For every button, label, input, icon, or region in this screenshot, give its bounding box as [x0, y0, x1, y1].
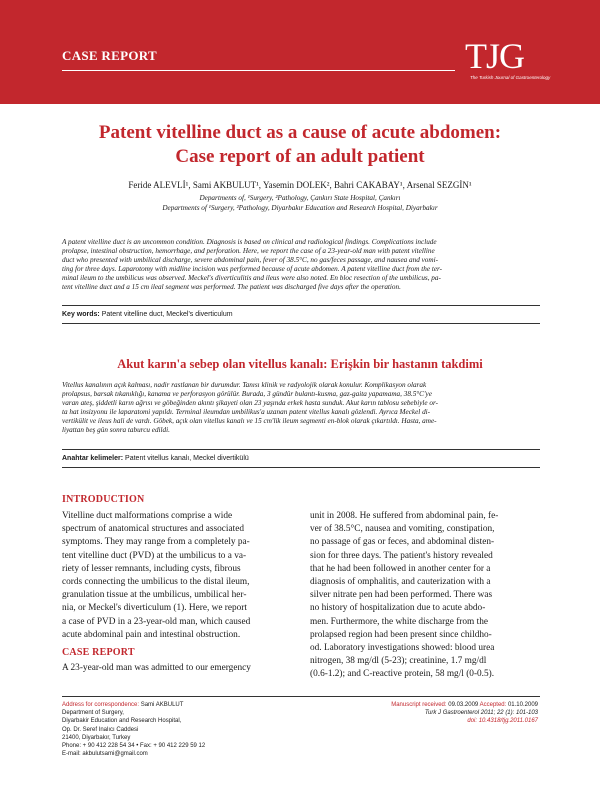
correspondence-block: [62, 701, 205, 758]
affiliation-line-1: Departments of, ¹Surgery, ²Pathology, Çankırı State Hospital, Çankırı: [199, 194, 401, 202]
received-label: Manuscript received:: [391, 702, 447, 708]
abstract-line: A patent vitelline duct is an uncommon condition. Diagnosis is based on clinical and radiological findings. Complications include: [62, 238, 437, 246]
introduction-heading: INTRODUCTION: [62, 494, 145, 505]
abstract-divider: [62, 305, 540, 306]
body-line: men. Furthermore, the white discharge from the: [310, 616, 488, 627]
footer-divider: [62, 696, 540, 697]
keywords-english: [62, 311, 540, 318]
turkish-title: Akut karın'a sebep olan vitellus kanalı: Erişkin bir hastanın takdimi: [117, 357, 483, 371]
body-line: ver of 38.5°C, nausea and vomiting, constipation,: [310, 524, 495, 535]
abstract-line: tent vitelline duct and a 15 cm ileal segment was performed. The patient was discharged five days after the operation.: [62, 283, 401, 292]
abstract-line: vertikülit ve ileus hali de vardı. Göbek, açık olan vitellus kanalı ve 15 cm'lik ileum segmenti en-blok olarak çıkartıldı. Hasta, ame-: [62, 417, 437, 426]
right-column-body: [310, 510, 538, 682]
body-line: symptoms. They may range from a completely pa-: [62, 537, 250, 548]
case-report-body: [62, 662, 290, 675]
introduction-body: [62, 510, 290, 642]
body-line: unit in 2008. He suffered from abdominal pain, fe-: [310, 511, 499, 521]
body-line: prolapsed region had been present since childho-: [310, 629, 492, 640]
keywords-label: Anahtar kelimeler:: [62, 455, 124, 462]
turkish-abstract-divider: [62, 449, 540, 450]
received-date: 09.03.2009: [448, 702, 479, 708]
address-line: Diyarbakir Education and Research Hospital,: [62, 718, 182, 725]
address-line: Op. Dr. Seref Inalıcı Caddesi: [62, 726, 139, 733]
correspondence-name: Sami AKBULUT: [140, 702, 184, 708]
abstract-line: prolapsus, barsak tıkanıklığı, kanama ve perforasyon görülür. Burada, 3 gündür bulantı-kusma, gaz-gaita yapamama, 38.5°C'ye: [62, 390, 432, 399]
header-banner: [0, 0, 600, 104]
abstract-line: varan ateş, şiddetli karın ağrısı ve göbeğinden akıntı şikayeti olan 23 yaşında erkek hasta sunduk. Akut karın tablosu sebebiyle or-: [62, 399, 439, 408]
body-line: no history of hospitalization due to acute abdo-: [310, 603, 486, 614]
abstract-turkish: [62, 381, 540, 436]
body-line: riety of lesser remnants, including cysts, fibrous: [62, 563, 241, 574]
body-line: cords connecting the umbilicus to the distal ileum,: [62, 577, 250, 588]
keywords-text: Patent vitellus kanalı, Meckel divertikülü: [125, 455, 249, 462]
abstract-line: Vitellus kanalının açık kalması, nadir rastlanan bir durumdur. Tanısı klinik ve radyolojik olarak konulur. Komplikasyon olarak: [62, 381, 427, 389]
turkish-keywords-divider: [62, 467, 540, 468]
accepted-date: 01.10.2009: [507, 702, 538, 708]
body-line: silver nitrate pen had been performed. There was: [310, 590, 493, 601]
body-line: acute abdominal pain and intestinal obstruction.: [62, 629, 241, 640]
author-list: Feride ALEVLİ¹, Sami AKBULUT¹, Yasemin DOLEK², Bahri CAKABAY¹, Arsenal SEZGİN¹: [128, 180, 472, 190]
address-line: 21400, Diyarbakır, Turkey: [62, 734, 131, 741]
affiliation-line-2: Departments of ¹Surgery, ²Pathology, Diyarbakır Education and Research Hospital, Diyarbakır: [162, 204, 438, 212]
article-title-line-2: Case report of an adult patient: [175, 146, 425, 167]
body-line: spectrum of anatomical structures and associated: [62, 524, 244, 535]
body-line: nitrogen, 38 mg/dl (5-23); creatinine, 1.7 mg/dl: [310, 656, 487, 667]
body-line: tent vitelline duct (PVD) at the umbilicus to a va-: [62, 550, 247, 561]
body-line: od. Laboratory investigations showed: blood urea: [310, 643, 495, 654]
address-line: Department of Surgery,: [62, 710, 124, 717]
case-report-heading: CASE REPORT: [62, 647, 135, 658]
abstract-line: prolapse, intestinal obstruction, hemorrhage, and perforation. Here, we report the case of a 23-year-old man with patent vitelline: [62, 247, 435, 256]
accepted-label: Accepted:: [479, 702, 507, 708]
abstract-line: ting for three days. Laparotomy with midline incision was performed because of acute abdomen. A patent vitelline duct from the ter-: [62, 265, 443, 274]
journal-logo-subtitle: The Turkish Journal of Gastroenterology: [470, 75, 551, 80]
article-title-line-1: Patent vitelline duct as a cause of acute abdomen:: [98, 122, 502, 143]
abstract-line: liyattan beş gün sonra taburcu edildi.: [62, 426, 170, 435]
keywords-divider: [62, 323, 540, 324]
section-label: CASE REPORT: [62, 48, 157, 63]
abstract-english: [62, 238, 540, 293]
body-line: nia, or Meckel's diverticulum (1). Here, we report: [62, 603, 247, 614]
abstract-line: minal ileum to the umbilicus was observed. Meckel's diverticulitis and ileus were also noted. En bloc resection of the umbilicus, pa-: [62, 274, 441, 283]
correspondence-label: Address for correspondence:: [62, 702, 140, 708]
body-line: no passage of gas or feces, and abdominal disten-: [310, 537, 495, 548]
body-line: granulation tissue at the umbilicus, umbilical her-: [62, 590, 247, 601]
abstract-line: ta hat insizyonu ile laparatomi yapıldı. Terminal ileumdan umbilikus'a uzanan patent vitellus kanalı gözlendi. Ayrıca Meckel di-: [62, 408, 431, 417]
body-line: Vitelline duct malformations comprise a wide: [62, 511, 233, 521]
manuscript-info: [391, 701, 538, 726]
body-line: diagnosis of omphalitis, and cauterization with a: [310, 577, 491, 588]
contact-phone: Phone: + 90 412 228 54 34 • Fax: + 90 412 229 59 12: [62, 743, 206, 750]
keywords-label: Key words:: [62, 311, 100, 318]
body-line: sion for three days. The patient's history revealed: [310, 550, 493, 561]
doi-link[interactable]: doi: 10.4318/tjg.2011.0167: [467, 718, 538, 725]
abstract-line: duct who presented with umbilical discharge, severe abdominal pain, fever of 38.5°C, no gas/feces passage, and nausea and vomi-: [62, 256, 438, 265]
body-line: (0.6-1.2); and C-reactive protein, 58 mg/l (0-0.5).: [310, 669, 495, 680]
body-line: a case of PVD in a 23-year-old man, which caused: [62, 616, 251, 627]
contact-email: E-mail: akbulutsami@gmail.com: [62, 751, 148, 758]
body-line: A 23-year-old man was admitted to our emergency: [62, 663, 251, 673]
citation: Turk J Gastroenterol 2011; 22 (1): 101-103: [424, 710, 538, 717]
keywords-turkish: [62, 455, 540, 462]
banner-divider: [62, 70, 455, 71]
body-line: that he had been followed in another center for a: [310, 563, 491, 574]
keywords-text: Patent vitelline duct, Meckel's diverticulum: [101, 311, 233, 318]
journal-logo: TJG: [465, 36, 524, 76]
